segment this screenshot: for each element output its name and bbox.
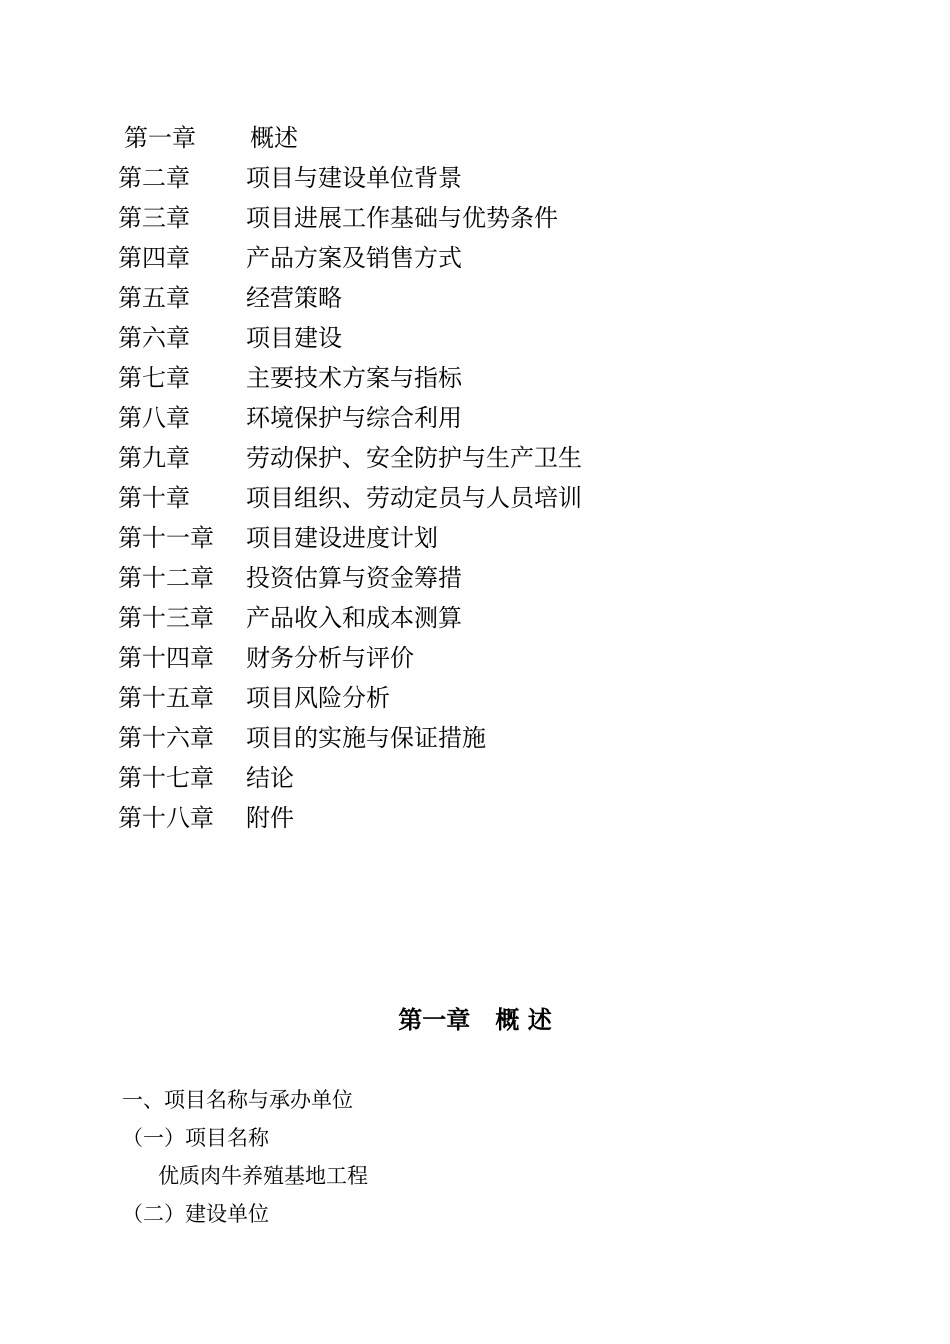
toc-chapter-title: 劳动保护、安全防护与生产卫生 [246, 444, 582, 472]
toc-row [118, 278, 678, 318]
toc-row [118, 358, 678, 398]
toc-row [118, 598, 678, 638]
toc-row [118, 798, 678, 838]
toc-chapter-number: 第十四章 [118, 644, 214, 672]
toc-row [118, 638, 678, 678]
toc-row [118, 478, 678, 518]
toc-chapter-title: 经营策略 [246, 284, 342, 312]
toc-chapter-number: 第十五章 [118, 684, 214, 712]
toc-chapter-title: 概述 [250, 124, 298, 152]
section-heading: 一、项目名称与承办单位 [122, 1088, 353, 1112]
toc-chapter-title: 结论 [246, 764, 294, 792]
toc-row [118, 198, 678, 238]
toc-row [118, 318, 678, 358]
toc-chapter-number: 第十七章 [118, 764, 214, 792]
toc-chapter-title: 环境保护与综合利用 [246, 404, 462, 432]
toc-chapter-title: 项目进展工作基础与优势条件 [246, 204, 558, 232]
toc-row [118, 558, 678, 598]
subsection-heading: （一）项目名称 [122, 1126, 269, 1150]
toc-chapter-number: 第四章 [118, 244, 190, 272]
toc-chapter-number: 第三章 [118, 204, 190, 232]
toc-chapter-number: 第一章 [124, 124, 196, 152]
toc-chapter-number: 第五章 [118, 284, 190, 312]
toc-chapter-title: 财务分析与评价 [246, 644, 414, 672]
toc-row [118, 518, 678, 558]
toc-chapter-number: 第十章 [118, 484, 190, 512]
toc-chapter-title: 产品收入和成本测算 [246, 604, 462, 632]
toc-chapter-number: 第二章 [118, 164, 190, 192]
toc-chapter-number: 第十六章 [118, 724, 214, 752]
toc-chapter-title: 投资估算与资金筹措 [246, 564, 462, 592]
toc-chapter-number: 第十二章 [118, 564, 214, 592]
chapter-heading: 第一章 概 述 [398, 1006, 552, 1034]
toc-row [118, 238, 678, 278]
toc-chapter-title: 附件 [246, 804, 294, 832]
toc-row [118, 718, 678, 758]
toc-chapter-number: 第七章 [118, 364, 190, 392]
subsection-heading: （二）建设单位 [122, 1202, 269, 1226]
toc-chapter-title: 项目的实施与保证措施 [246, 724, 486, 752]
toc-chapter-title: 主要技术方案与指标 [246, 364, 462, 392]
toc-chapter-title: 项目组织、劳动定员与人员培训 [246, 484, 582, 512]
toc-chapter-number: 第十一章 [118, 524, 214, 552]
toc-chapter-number: 第六章 [118, 324, 190, 352]
toc-chapter-title: 项目风险分析 [246, 684, 390, 712]
project-name-text: 优质肉牛养殖基地工程 [158, 1164, 368, 1188]
toc-chapter-title: 项目与建设单位背景 [246, 164, 462, 192]
toc-row [118, 758, 678, 798]
toc-chapter-number: 第十三章 [118, 604, 214, 632]
toc-row [118, 438, 678, 478]
toc-chapter-number: 第九章 [118, 444, 190, 472]
toc-chapter-number: 第八章 [118, 404, 190, 432]
toc-chapter-title: 项目建设进度计划 [246, 524, 438, 552]
toc-chapter-title: 项目建设 [246, 324, 342, 352]
toc-chapter-number: 第十八章 [118, 804, 214, 832]
toc-row [118, 158, 678, 198]
toc-row [118, 398, 678, 438]
toc-row [118, 118, 678, 158]
table-of-contents [118, 118, 678, 838]
toc-chapter-title: 产品方案及销售方式 [246, 244, 462, 272]
toc-row [118, 678, 678, 718]
